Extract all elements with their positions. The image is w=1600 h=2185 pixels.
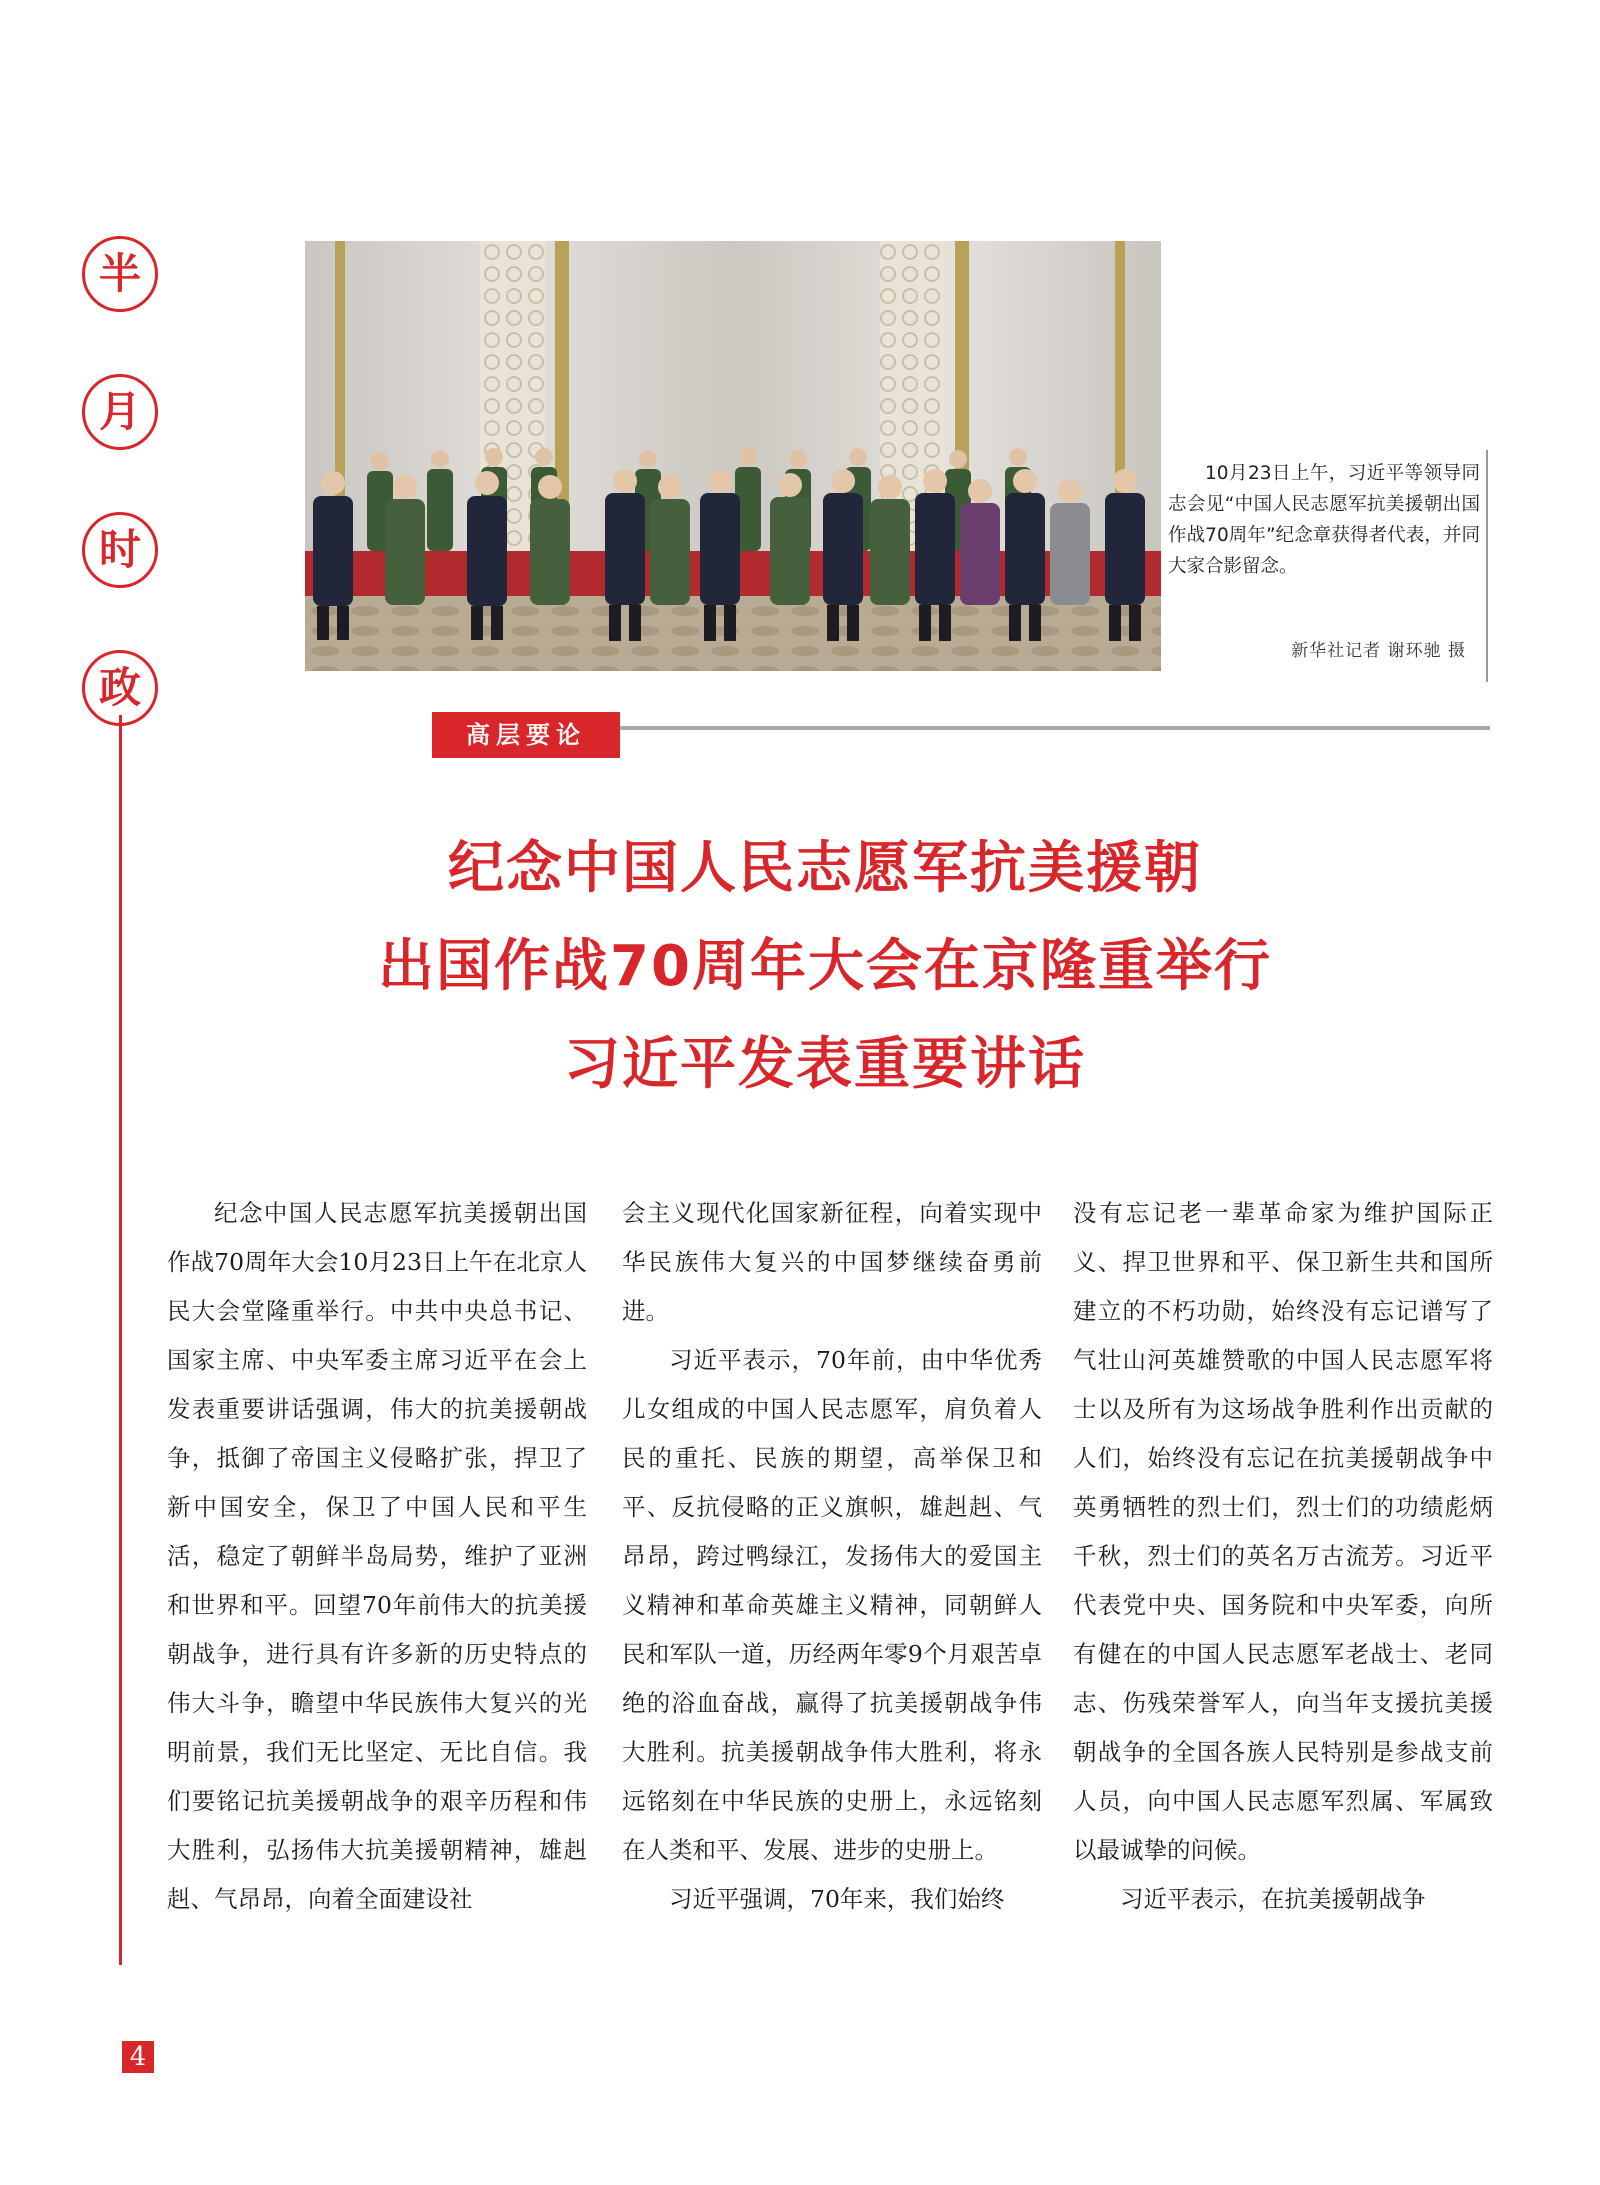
group-photo-illustration <box>305 241 1161 671</box>
body-column-2 <box>622 1189 1042 1924</box>
column-label-char: 半 <box>82 236 158 312</box>
headline-line: 纪念中国人民志愿军抗美援朝 <box>448 836 1202 901</box>
photo-caption: 10月23日上午，习近平等领导同志会见“中国人民志愿军抗美援朝出国作战70周年”纪念章获得者代表，并同大家合影留念。 <box>1168 463 1480 577</box>
headline <box>200 820 1450 1114</box>
body-paragraph: 习近平强调，70年来，我们始终 <box>669 1885 1005 1913</box>
headline-line: 习近平发表重要讲话 <box>564 1032 1086 1097</box>
body-paragraph: 习近平表示，70年前，由中华优秀儿女组成的中国人民志愿军，肩负着人民的重托、民族的期望，高举保卫和平、反抗侵略的正义旗帜，雄赳赳、气昂昂，跨过鸭绿江，发扬伟大的爱国主义精神和革命英雄主义精神，同朝鲜人民和军队一道，历经两年零9个月艰苦卓绝的浴血奋战，赢得了抗美援朝战争伟大胜利。抗美援朝战争伟大胜利，将永远铭刻在中华民族的史册上，永远铭刻在人类和平、发展、进步的史册上。 <box>622 1346 1042 1864</box>
body-column-3 <box>1073 1189 1493 1924</box>
body-paragraph: 纪念中国人民志愿军抗美援朝出国作战70周年大会10月23日上午在北京人民大会堂隆重举行。中共中央总书记、国家主席、中央军委主席习近平在会上发表重要讲话强调，伟大的抗美援朝战争，抵御了帝国主义侵略扩张，捍卫了新中国安全，保卫了中国人民和平生活，稳定了朝鲜半岛局势，维护了亚洲和世界和平。回望70年前伟大的抗美援朝战争，进行具有许多新的历史特点的伟大斗争，瞻望中华民族伟大复兴的光明前景，我们无比坚定、无比自信。我们要铭记抗美援朝战争的艰辛历程和伟大胜利，弘扬伟大抗美援朝精神，雄赳赳、气昂昂，向着全面建设社 <box>167 1199 587 1913</box>
photo-credit: 新华社记者 谢环驰 摄 <box>1291 641 1466 661</box>
column-label-char: 时 <box>82 512 158 588</box>
section-tag: 高层要论 <box>432 712 620 758</box>
body-column-1 <box>167 1189 587 1924</box>
column-label-char: 政 <box>82 650 158 726</box>
group-photo <box>305 241 1161 671</box>
page-number: 4 <box>122 2041 154 2073</box>
caption-rule <box>1486 450 1488 682</box>
section-rule <box>620 726 1490 730</box>
body-paragraph: 习近平表示，在抗美援朝战争 <box>1120 1885 1426 1913</box>
body-paragraph: 没有忘记老一辈革命家为维护国际正义、捍卫世界和平、保卫新生共和国所建立的不朽功勋，始终没有忘记谱写了气壮山河英雄赞歌的中国人民志愿军将士以及所有为这场战争胜利作出贡献的人们，始终没有忘记在抗美援朝战争中英勇牺牲的烈士们，烈士们的功绩彪炳千秋，烈士们的英名万古流芳。习近平代表党中央、国务院和中央军委，向所有健在的中国人民志愿军老战士、老同志、伤残荣誉军人，向当年支援抗美援朝战争的全国各族人民特别是参战支前人员，向中国人民志愿军烈属、军属致以最诚挚的问候。 <box>1073 1199 1493 1864</box>
column-label <box>82 236 156 788</box>
column-label-char: 月 <box>82 374 158 450</box>
body-paragraph: 会主义现代化国家新征程，向着实现中华民族伟大复兴的中国梦继续奋勇前进。 <box>622 1199 1042 1325</box>
headline-line: 出国作战70周年大会在京隆重举行 <box>378 934 1272 999</box>
left-vertical-rule <box>119 715 122 1965</box>
